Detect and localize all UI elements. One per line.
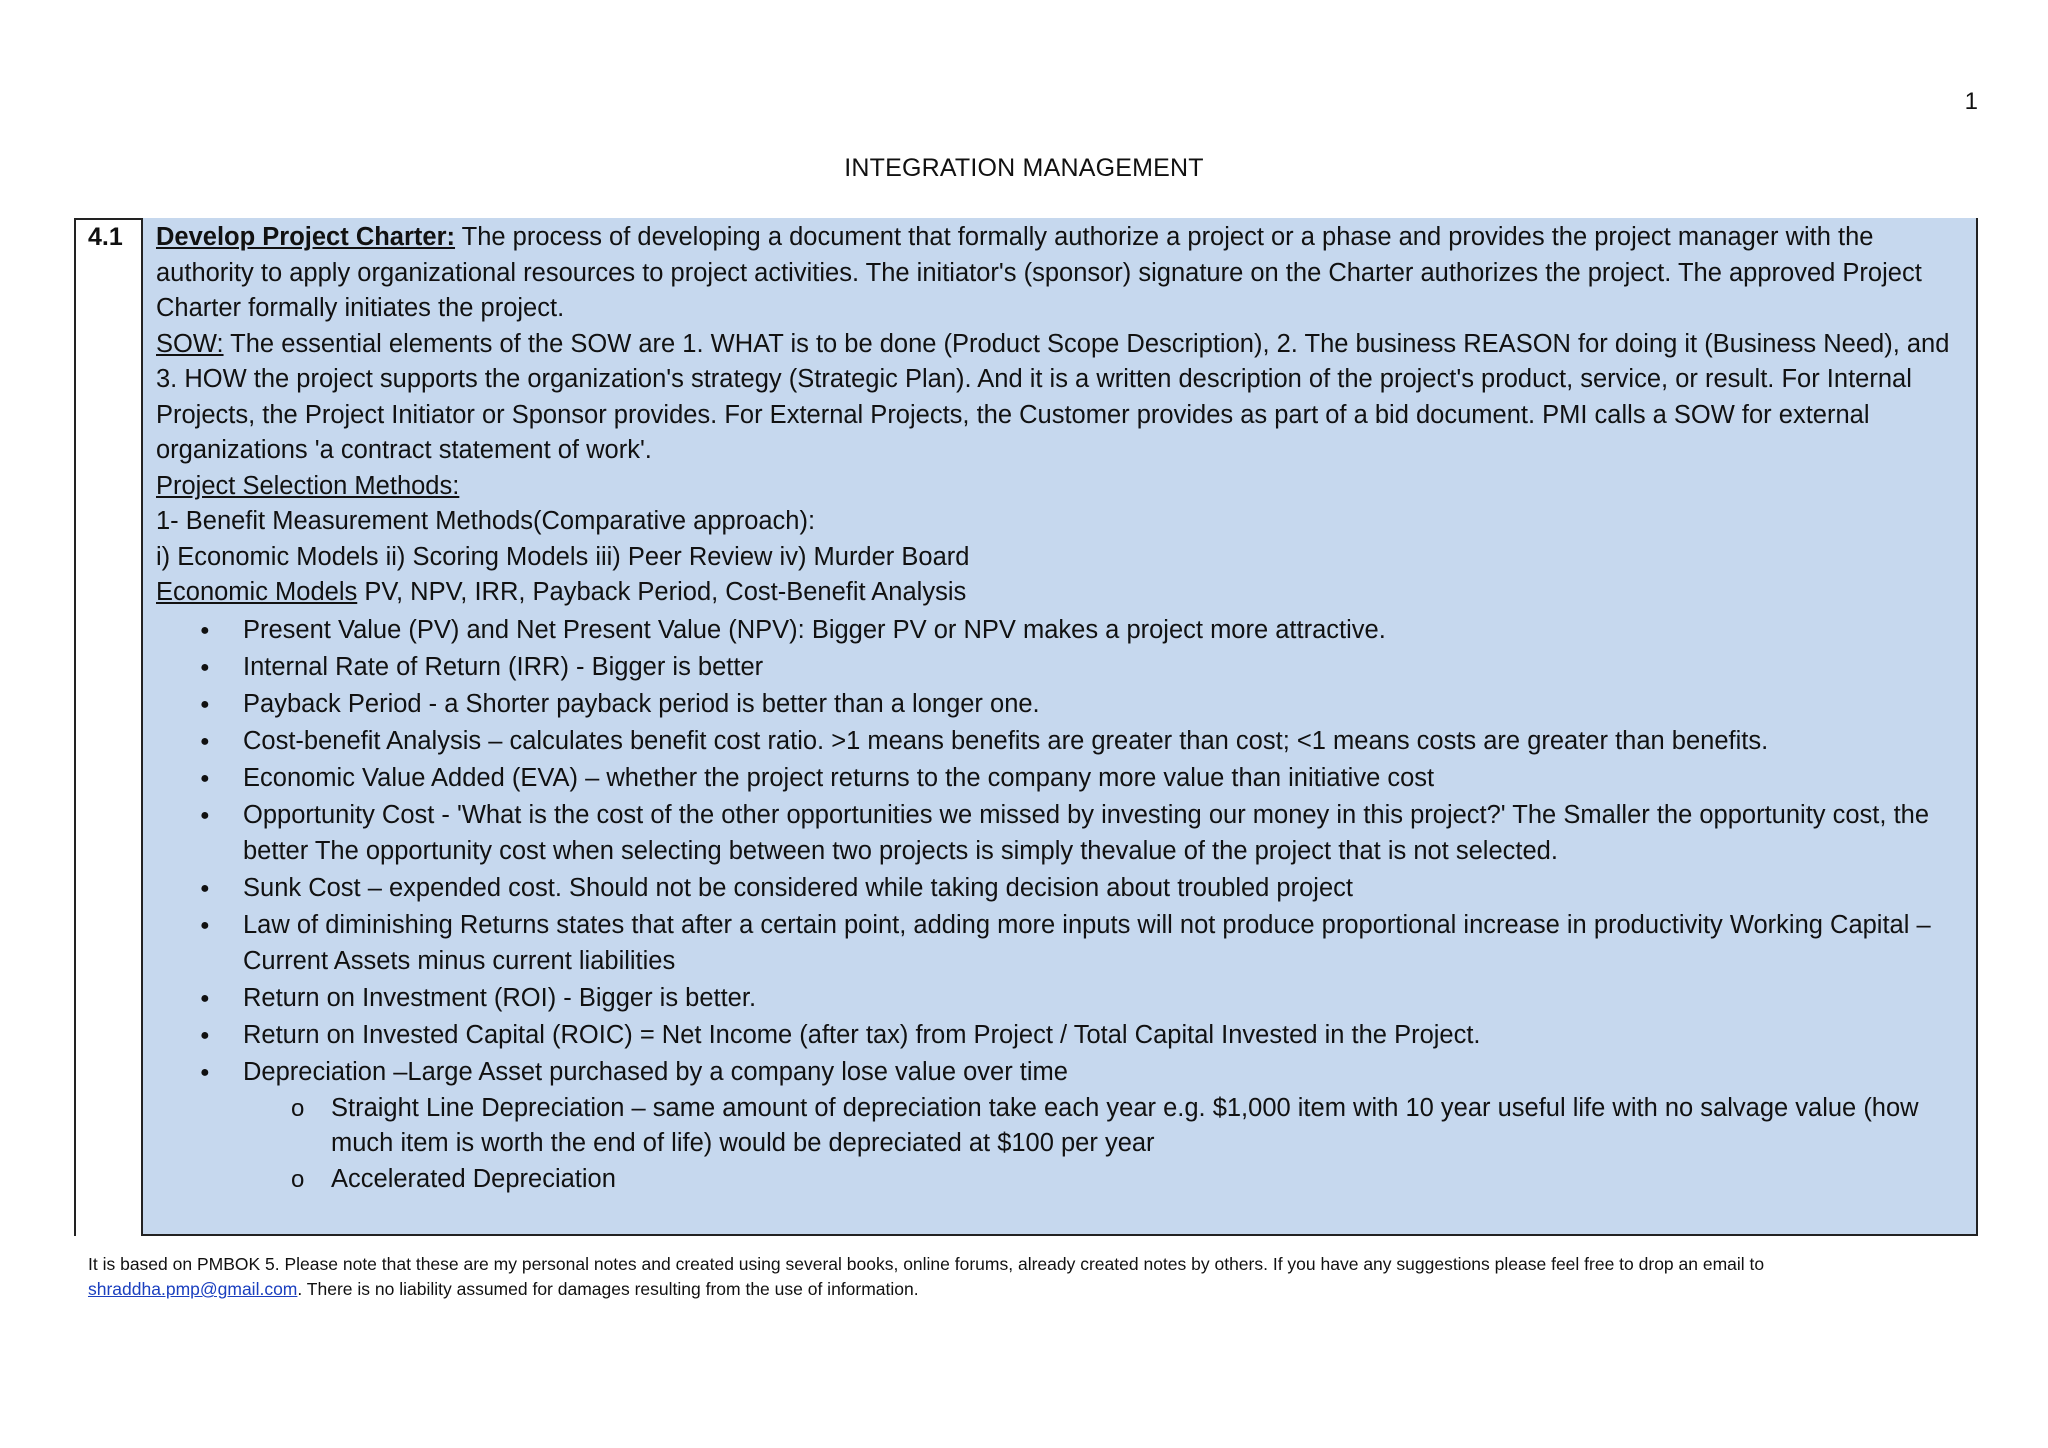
economic-models-line <box>156 575 1962 611</box>
economic-models-label: Economic Models <box>156 578 358 606</box>
list-item: ● Opportunity Cost - 'What is the cost of the other opportunities we missed by investing our money in this project?' The Smaller the opportunity cost, the better The opportunity cost when selecting between two projects is simply thevalue of the project that is not selected. <box>156 798 1962 869</box>
page-number: 1 <box>1964 88 1978 115</box>
models-line: i) Economic Models ii) Scoring Models iii) Peer Review iv) Murder Board <box>156 542 970 571</box>
sub-list-item: o Straight Line Depreciation – same amount of depreciation take each year e.g. $1,000 item with 10 year useful life with no salvage value (how much item is worth the end of life) would be depreciated at $100 per year <box>243 1091 1962 1162</box>
list-item: ● Cost-benefit Analysis – calculates benefit cost ratio. >1 means benefits are greater than cost; <1 means costs are greater than benefits. <box>156 724 1962 760</box>
section-number: 4.1 <box>88 223 123 251</box>
list-item: ● Present Value (PV) and Net Present Value (NPV): Bigger PV or NPV makes a project more attractive. <box>156 613 1962 649</box>
sow-label: SOW: <box>156 329 224 358</box>
list-item: ● Return on Investment (ROI) - Bigger is better. <box>156 981 1962 1017</box>
section-heading: Develop Project Charter: <box>156 223 456 251</box>
sub-list-item: o Accelerated Depreciation <box>243 1162 1962 1198</box>
sow-paragraph <box>156 327 1962 469</box>
email-link[interactable]: shraddha.pmp@gmail.com <box>88 1279 298 1299</box>
depreciation-sublist <box>243 1091 1962 1198</box>
economic-models-text: PV, NPV, IRR, Payback Period, Cost-Benefit Analysis <box>357 578 967 606</box>
selection-methods-label: Project Selection Methods: <box>156 471 460 500</box>
charter-intro: The process of developing a document that formally authorize a project or a phase and provides the project manager with the authority to apply organizational resources to project activities. The initiator's (sponsor) signature on the Charter authorizes the project. The approved Project Charter formally initiates the project. <box>156 223 1922 322</box>
footer-text: It is based on PMBOK 5. Please note that these are my personal notes and created using several books, online forums, already created notes by others. If you have any suggestions please feel free to drop an email to <box>88 1254 1765 1274</box>
list-item: ● Internal Rate of Return (IRR) - Bigger is better <box>156 650 1962 686</box>
list-item: ● Sunk Cost – expended cost. Should not be considered while taking decision about troubled project <box>156 871 1962 907</box>
charter-paragraph <box>156 220 1962 327</box>
section-content <box>141 218 1978 1236</box>
list-item <box>156 1055 1962 1197</box>
list-item: ● Economic Value Added (EVA) – whether the project returns to the company more value than initiative cost <box>156 761 1962 797</box>
footer-note <box>88 1252 1968 1302</box>
depreciation-text: Depreciation –Large Asset purchased by a company lose value over time <box>243 1058 1068 1087</box>
list-item: ● Law of diminishing Returns states that after a certain point, adding more inputs will not produce proportional increase in productivity Working Capital – Current Assets minus current liabilities <box>156 908 1962 979</box>
economic-models-list <box>156 613 1962 1198</box>
benefit-measurement-line: 1- Benefit Measurement Methods(Comparative approach): <box>156 507 816 535</box>
list-item: ● Payback Period - a Shorter payback period is better than a longer one. <box>156 687 1962 723</box>
page-title: INTEGRATION MANAGEMENT <box>844 154 1204 182</box>
sow-text: The essential elements of the SOW are 1. WHAT is to be done (Product Scope Description), 2. The business REASON for doing it (Business Need), and 3. HOW the project supports the organization's strategy (Strategic Plan). And it is a written description of the project's product, service, or result. For Internal Projects, the Project Initiator or Sponsor provides. For External Projects, the Customer provides as part of a bid document. PMI calls a SOW for external organizations 'a contract statement of work'. <box>156 329 1950 464</box>
footer-disclaimer: . There is no liability assumed for damages resulting from the use of information. <box>297 1279 919 1299</box>
list-item: ● Return on Invested Capital (ROIC) = Net Income (after tax) from Project / Total Capital Invested in the Project. <box>156 1018 1962 1054</box>
